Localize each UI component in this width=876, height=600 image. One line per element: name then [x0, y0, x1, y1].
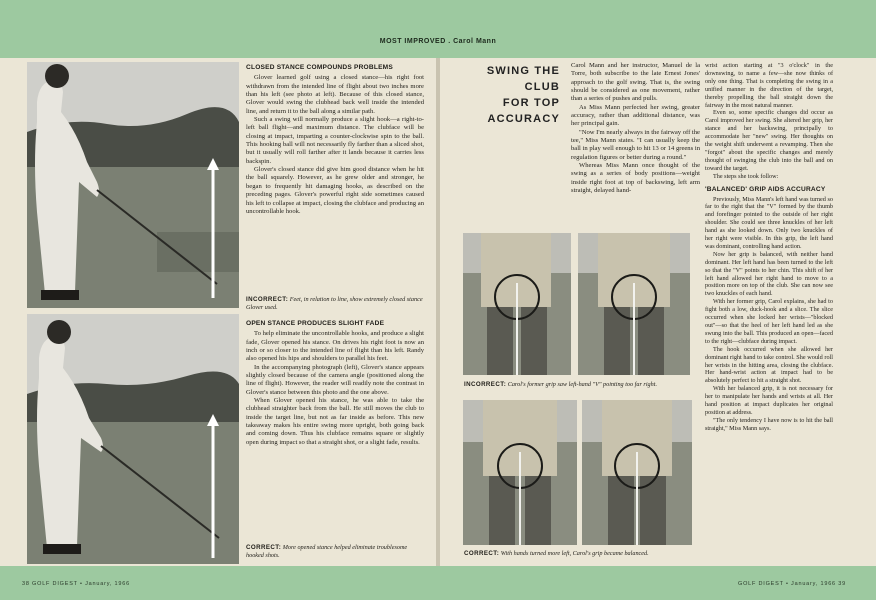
- paragraph: "Now I'm nearly always in the fairway off the tee," Miss Mann states. "I can usually keep the ball in play well enough to hit 13 or 14 greens in regulation figures or better during a round.": [571, 128, 700, 161]
- paragraph: Even so, some specific changes did occur as Carol improved her swing. She altered her grip, her stance and her backswing, principally to accommodate her "new" swing. Her thoughts on the weight shift underwent a revamping. Then she "forgot" about the specific changes and merely thought of swinging the club into the ball and on toward the target.: [705, 109, 833, 172]
- caption-label: CORRECT:: [464, 550, 500, 557]
- running-head: MOST IMPROVED . Carol Mann: [379, 38, 497, 45]
- paragraph: wrist action starting at "3 o'clock" in the downswing, to name a few—she now thinks of only one thing. That is completing the swing in a unified manner in the direction of the target, thereby propelling the ball straight down the fairway in the most natural manner.: [705, 62, 833, 109]
- title-line: CLUB: [524, 81, 560, 93]
- photo-grip-correct-side: [582, 400, 692, 545]
- left-article-column-2: [246, 320, 424, 447]
- paragraph: When Glover opened his stance, he was able to take the clubhead straighter back from the ball. He still moves the club to inside the target line, but not as far inside as before. This new takeaway makes his entire swing more upright, both going back and coming down. Thus his clubface remains square or slightly open during impact so that a straight shot, or a slight fade, results.: [246, 397, 424, 446]
- section-heading-balanced-grip: 'BALANCED' GRIP AIDS ACCURACY: [705, 185, 826, 193]
- paragraph: Glover learned golf using a closed stance—his right foot withdrawn from the intended line of flight about two inches more than his left (see photo at left). Because of this closed stance, Glover would swing the clubhead back well inside the intended line, and return it to the ball along a similar path.: [246, 74, 424, 115]
- caption-text: With hands turned more left, Carol's grip became balanced.: [500, 550, 649, 557]
- photo-grip-incorrect-front: [463, 233, 571, 375]
- caption-text: More opened stance helped eliminate troublesome hooked shots.: [246, 544, 408, 559]
- title-line: ACCURACY: [487, 113, 560, 125]
- caption-grip-incorrect: [464, 381, 694, 389]
- folio-right: GOLF DIGEST • January, 1966 39: [738, 581, 846, 587]
- paragraph: As Miss Mann perfected her swing, greater accuracy, rather than additional distance, was her principal gain.: [571, 103, 700, 128]
- caption-open-stance: [246, 544, 424, 560]
- paragraph: "The only tendency I have now is to hit the ball straight," Miss Mann says.: [705, 416, 833, 432]
- paragraph: Now her grip is balanced, with neither hand dominant. Her left hand has been turned to the left so that the "V" points to her chin. This shift of her left hand allowed her right hand to move to a position more on top of the club. She can now see two knuckles of each hand.: [705, 250, 833, 298]
- paragraph: Carol Mann and her instructor, Manuel de la Torre, both subscribe to the late Ernest Jones' approach to the golf swing. That is, the swing should be considered as one movement, rather than a series of pushes and pulls.: [571, 62, 700, 103]
- caption-text: Carol's former grip saw left-hand "V" pointing too far right.: [507, 381, 658, 388]
- paragraph: The steps she took follow:: [713, 172, 779, 180]
- caption-label: INCORRECT:: [246, 296, 289, 303]
- caption-closed-stance: [246, 296, 424, 312]
- section-heading-closed-stance: CLOSED STANCE COMPOUNDS PROBLEMS: [246, 64, 393, 71]
- paragraph: Such a swing will normally produce a slight hook—a right-to-left ball flight—and maximum distance. The clubface will be closing at impact, imparting a counter-clockwise spin to the ball. This hooking ball will not necessarily fly farther than a sliced shot, but it usually will roll farther after it lands because it carries less backspin.: [246, 116, 424, 165]
- article-title: [478, 63, 560, 127]
- photo-closed-stance: [27, 62, 239, 308]
- title-line: SWING THE: [486, 65, 560, 77]
- right-article-column-1: [571, 62, 700, 196]
- photo-open-stance: [27, 314, 239, 564]
- photo-grip-incorrect-side: [578, 233, 690, 375]
- paragraph: With her former grip, Carol explains, she had to fight both a low, duck-hook and a slice. The slice occurred when she locked her wrists—"blocked out"—so that the heel of her left hand led as she swung into the ball. This produced an open—faced to the right—clubface during impact.: [705, 298, 833, 345]
- title-line: FOR TOP: [502, 97, 560, 109]
- top-margin-band: [0, 0, 876, 58]
- caption-text: Feet, in relation to line, show extremely closed stance Glover used.: [246, 296, 423, 311]
- section-heading-open-stance: OPEN STANCE PRODUCES SLIGHT FADE: [246, 320, 385, 327]
- paragraph: To help eliminate the uncontrollable hooks, and produce a slight fade, Glover opened his stance. On drives his right foot is now an inch or so closer to the intended line of flight than his left. Randy also opened his hips and shoulders to parallel his feet.: [246, 330, 424, 363]
- caption-grip-correct: [464, 550, 694, 558]
- left-article-column-1: [246, 64, 424, 216]
- caption-label: INCORRECT:: [464, 381, 507, 388]
- right-article-column-2: [705, 62, 833, 433]
- photo-grip-correct-front: [463, 400, 577, 545]
- paragraph: In the accompanying photograph (left), Glover's stance appears slightly closed because of the camera angle (positioned along the line of flight). However, the reader will readily note the contrast in Glover's stance between this photo and the one above.: [246, 363, 424, 396]
- paragraph: Previously, Miss Mann's left hand was turned so far to the right that the "V" formed by the thumb and forefinger pointed to the outside of her right shoulder. She could see three knuckles of her left hand as she looked down. Only two knuckles of her right were visible. In this grip, the left hand was dominant, controlling hand action.: [705, 195, 833, 250]
- folio-left: 38 GOLF DIGEST • January, 1966: [22, 581, 130, 587]
- paragraph: Glover's closed stance did give him good distance when he hit the ball squarely. However, as he grew older and stronger, he began to frequently hit damaging hooks, as described on the preceding pages. Glover's powerful right side sometimes caused his left to collapse at impact, closing the clubface and producing an uncontrollable hook.: [246, 166, 424, 215]
- paragraph: With her balanced grip, it is not necessary for her to manipulate her hands and wrists at all. Her hand position at impact duplicates her original position at address.: [705, 385, 833, 416]
- paragraph: Whereas Miss Mann once thought of the swing as a series of body positions—weight inside right foot at top of backswing, left arm straight, delayed hand-: [571, 162, 700, 195]
- paragraph: The hook occurred when she allowed her dominant right hand to take control. She would roll her wrists in the hitting area, closing the clubface. Her hand-wrist action at impact had to be absolutely perfect to hit a straight shot.: [705, 345, 833, 385]
- caption-label: CORRECT:: [246, 544, 282, 551]
